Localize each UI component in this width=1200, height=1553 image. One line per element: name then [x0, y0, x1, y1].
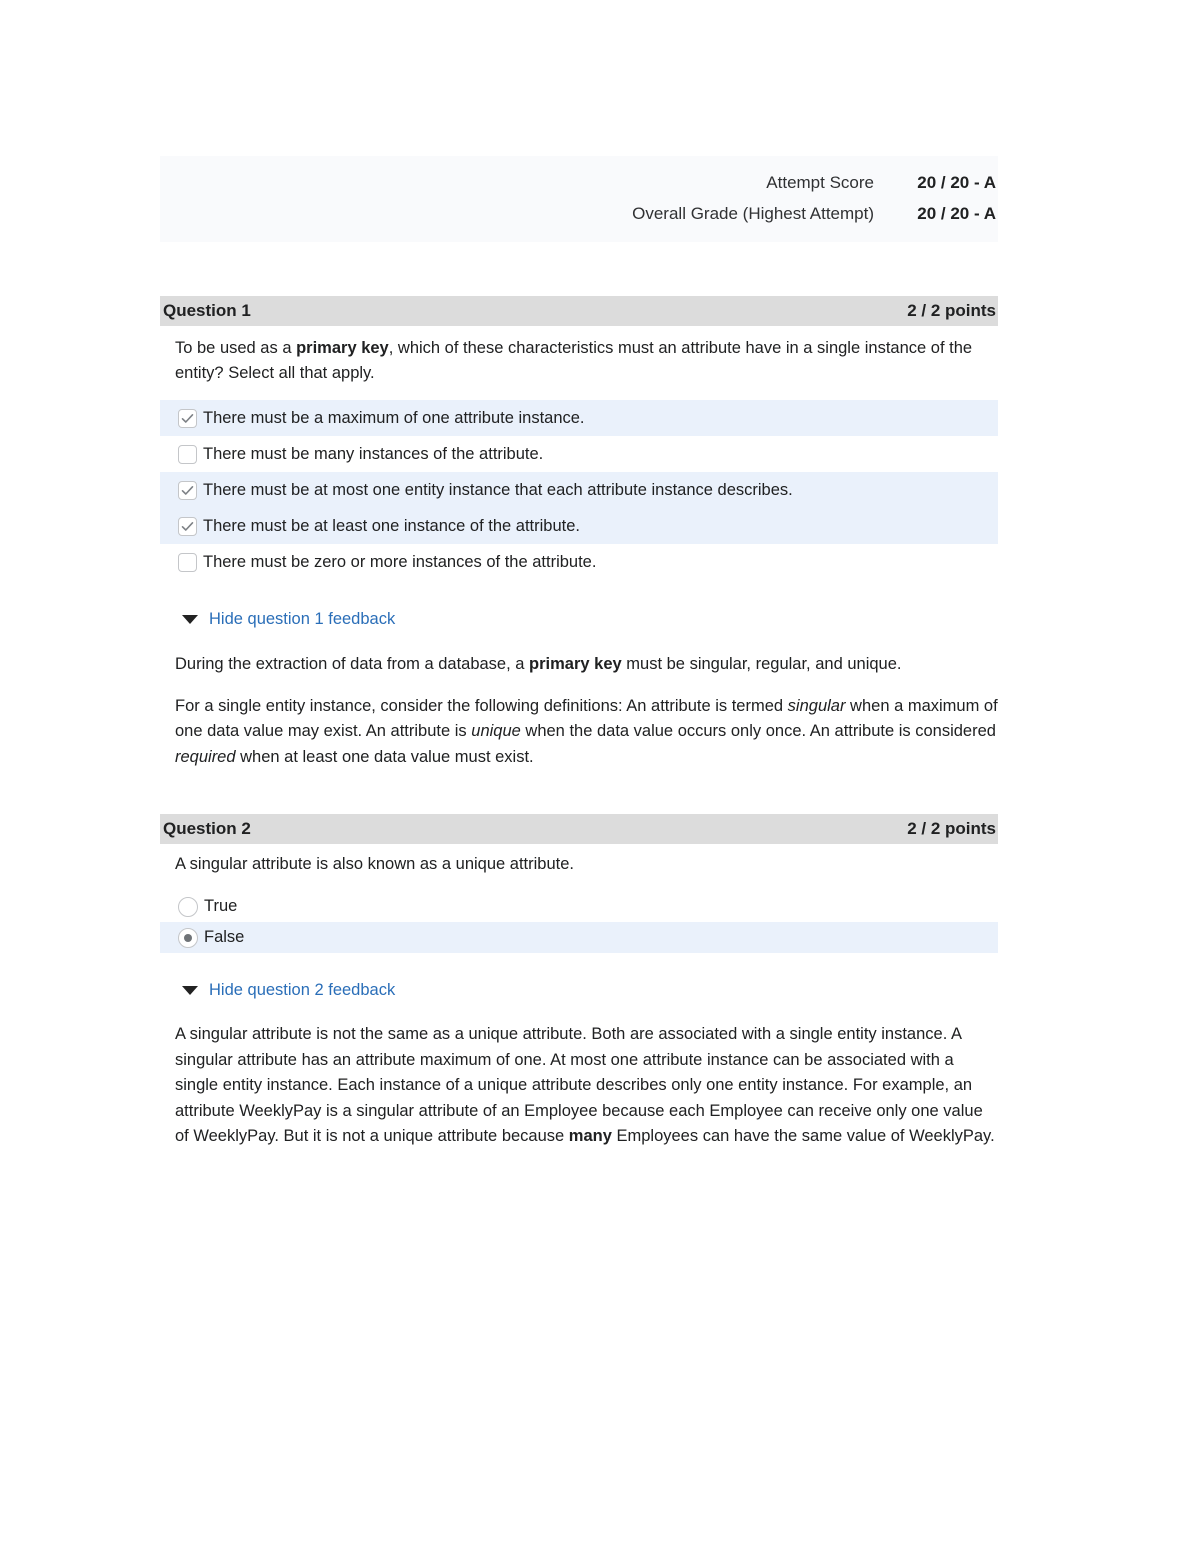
radio-button[interactable]: [178, 897, 198, 917]
option-false[interactable]: [160, 922, 998, 953]
triangle-down-icon: [182, 615, 198, 624]
option-label: There must be many instances of the attribute.: [203, 444, 544, 463]
question-2-prompt: A singular attribute is also known as a unique attribute.: [175, 855, 574, 873]
question-2-header: [160, 814, 998, 844]
question-1-title: Question 1: [163, 301, 251, 320]
option-label: There must be a maximum of one attribute instance.: [203, 408, 585, 427]
feedback-paragraph: [175, 694, 998, 771]
feedback-text: must be singular, regular, and unique.: [621, 655, 902, 673]
radio-dot: [184, 934, 192, 942]
feedback-italic: singular: [787, 696, 846, 715]
feedback-text: when a maximum of one data value may exist. An attribute is: [175, 696, 998, 740]
feedback-text: A singular attribute is not the same as a unique attribute. Both are associated with a single entity instance. A singular attribute has an attribute maximum of one. At most one attribute instance can be associated with a single entity instance. Each instance of a unique attribute describes only one entity instance. For example, an attribute WeeklyPay is a singular attribute of an Employee because each Employee can receive only one value of WeeklyPay. But it is not a unique attribute because: [175, 1025, 983, 1145]
checkbox[interactable]: [178, 517, 197, 536]
feedback-paragraph: [175, 1022, 998, 1150]
question-2: [160, 814, 998, 1150]
feedback-text: For a single entity instance, consider the following definitions: An attribute is termed: [175, 696, 788, 715]
overall-grade-row: [632, 202, 996, 226]
overall-grade-label: Overall Grade (Highest Attempt): [632, 204, 874, 223]
feedback-text: During the extraction of data from a database, a: [175, 655, 530, 673]
hide-feedback-toggle-1[interactable]: [175, 610, 998, 629]
question-1-feedback: [175, 652, 998, 770]
score-summary: [160, 156, 998, 242]
attempt-score-row: [766, 171, 996, 195]
triangle-down-icon: [182, 986, 198, 995]
radio-button[interactable]: [178, 928, 198, 948]
overall-grade-value: 20 / 20 - A: [917, 204, 996, 223]
checkbox[interactable]: [178, 553, 197, 572]
prompt-bold: primary key: [296, 339, 389, 357]
attempt-score-value: 20 / 20 - A: [917, 173, 996, 192]
check-icon: [181, 485, 194, 496]
question-1-prompt: [175, 336, 982, 386]
option-5[interactable]: [160, 544, 998, 580]
option-label: There must be at most one entity instance that each attribute instance describes.: [203, 480, 793, 499]
option-4[interactable]: [160, 508, 998, 544]
feedback-italic: required: [175, 747, 236, 766]
check-icon: [181, 521, 194, 532]
feedback-text: when at least one data value must exist.: [235, 747, 534, 766]
question-2-feedback: [175, 1022, 998, 1150]
question-1-options: [160, 400, 998, 580]
question-2-points: 2 / 2 points: [907, 819, 996, 838]
feedback-text: Employees can have the same value of WeeklyPay.: [611, 1127, 995, 1145]
question-2-title: Question 2: [163, 819, 251, 838]
feedback-paragraph: [175, 652, 998, 678]
attempt-score-label: Attempt Score: [766, 173, 874, 192]
feedback-text: when the data value occurs only once. An attribute is considered: [520, 722, 996, 740]
quiz-results: [160, 156, 998, 1150]
option-label: There must be zero or more instances of the attribute.: [203, 552, 597, 571]
checkbox[interactable]: [178, 481, 197, 500]
feedback-bold: many: [568, 1127, 612, 1145]
option-label: False: [204, 928, 245, 946]
option-3[interactable]: [160, 472, 998, 508]
question-1-points: 2 / 2 points: [907, 301, 996, 320]
hide-feedback-link-2[interactable]: Hide question 2 feedback: [209, 981, 396, 999]
prompt-text: To be used as a: [175, 339, 297, 357]
checkbox[interactable]: [178, 445, 197, 464]
checkbox[interactable]: [178, 409, 197, 428]
prompt-text: , which of these characteristics must an attribute have in a single instance of the entity? Select all that apply.: [175, 339, 973, 382]
option-label: True: [204, 897, 238, 915]
hide-feedback-link-1[interactable]: Hide question 1 feedback: [209, 610, 396, 628]
feedback-bold: primary key: [529, 655, 622, 673]
option-2[interactable]: [160, 436, 998, 472]
question-1: [160, 296, 998, 770]
option-label: There must be at least one instance of the attribute.: [203, 516, 580, 535]
feedback-italic: unique: [471, 722, 521, 740]
option-true[interactable]: [160, 891, 998, 922]
check-icon: [181, 413, 194, 424]
hide-feedback-toggle-2[interactable]: [175, 981, 998, 1000]
question-1-header: [160, 296, 998, 326]
question-2-options: [160, 891, 998, 953]
option-1[interactable]: [160, 400, 998, 436]
